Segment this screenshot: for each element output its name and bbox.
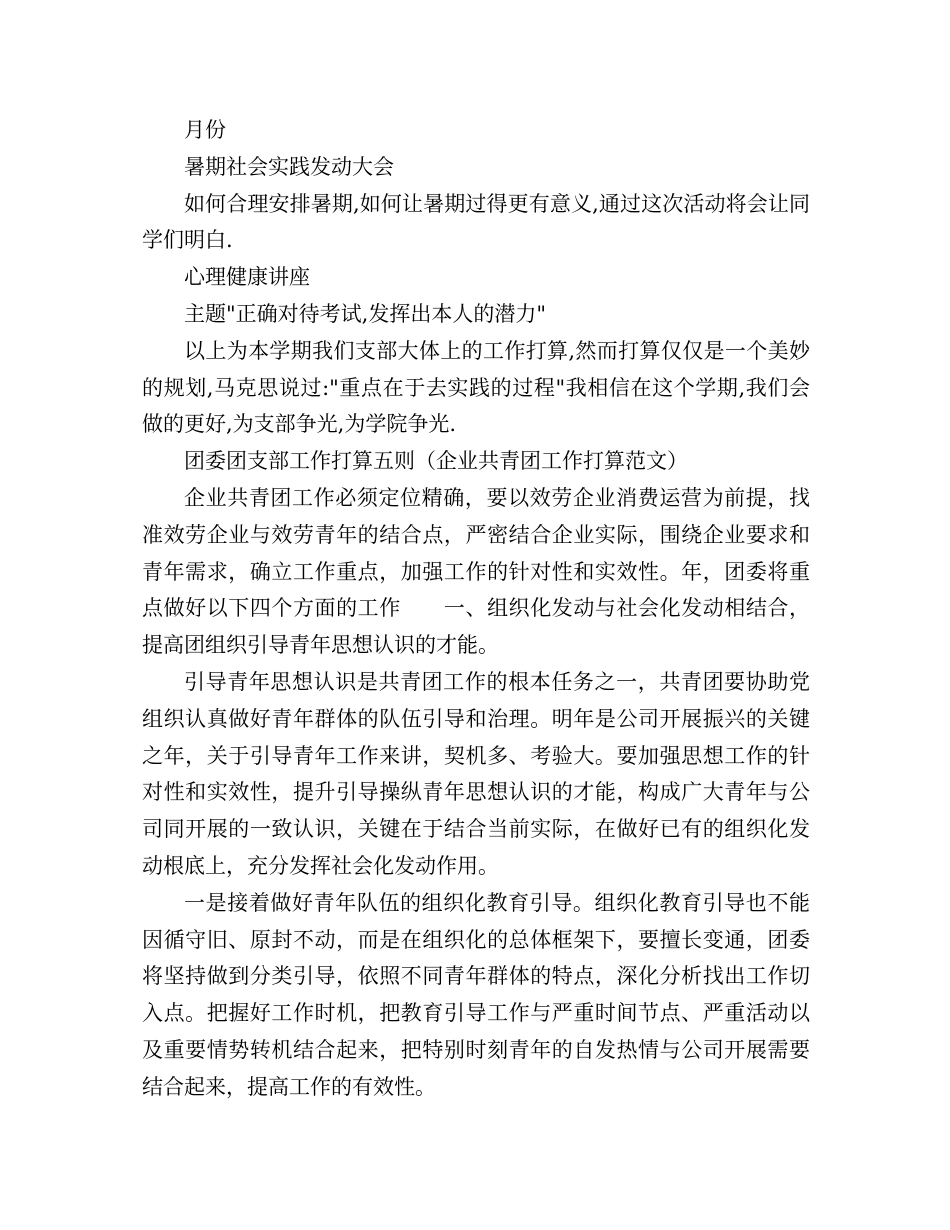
paragraph-section-heading: 团委团支部工作打算五则（企业共青团工作打算范文） [184, 449, 688, 474]
paragraph-organized-education: 一是接着做好青年队伍的组织化教育引导。组织化教育引导也不能因循守旧、原封不动，而是在组织化的总体框架下，要擅长变通，团委将坚持做到分类引导，依照不同青年群体的特点，深化分析找出工作切入点。把握好工作时机，把教育引导工作与严重时间节点、严重活动以及重要情势转机结合起来，把特别时刻青年的自发热情与公司开展需要结合起来，提高工作的有效性。 [142, 890, 810, 1099]
paragraph-lecture-theme: 主题"正确对待考试,发挥出本人的潜力" [184, 301, 546, 326]
paragraph-youth-guidance: 引导青年思想认识是共青团工作的根本任务之一，共青团要协助党组织认真做好青年群体的队伍引导和治理。明年是公司开展振兴的关键之年，关于引导青年工作来讲，契机多、考验大。要加强思想工作的针对性和实效性，提升引导操纵青年思想认识的才能，构成广大青年与公司同开展的一致认识，关键在于结合当前实际，在做好已有的组织化发动根底上，充分发挥社会化发动作用。 [142, 669, 810, 878]
paragraph-summer-description: 如何合理安排暑期,如何让暑期过得更有意义,通过这次活动将会让同学们明白. [142, 191, 810, 253]
paragraph-summer-mobilization: 暑期社会实践发动大会 [184, 154, 394, 179]
paragraph-enterprise-positioning: 企业共青团工作必须定位精确，要以效劳企业消费运营为前提，找准效劳企业与效劳青年的结合点，严密结合企业实际，围绕企业要求和青年需求，确立工作重点，加强工作的针对性和实效性。年，团委将重点做好以下四个方面的工作 一、组织化发动与社会化发动相结合，提高团组织引导青年思想认识的才能。 [142, 485, 810, 658]
paragraph-mental-health-lecture: 心理健康讲座 [184, 265, 310, 290]
document-body [142, 112, 810, 1106]
paragraph-semester-summary: 以上为本学期我们支部大体上的工作打算,然而打算仅仅是一个美妙的规划,马克思说过:"重点在于去实践的过程"我相信在这个学期,我们会做的更好,为支部争光,为学院争光. [142, 338, 810, 437]
paragraph-month: 月份 [184, 118, 226, 142]
